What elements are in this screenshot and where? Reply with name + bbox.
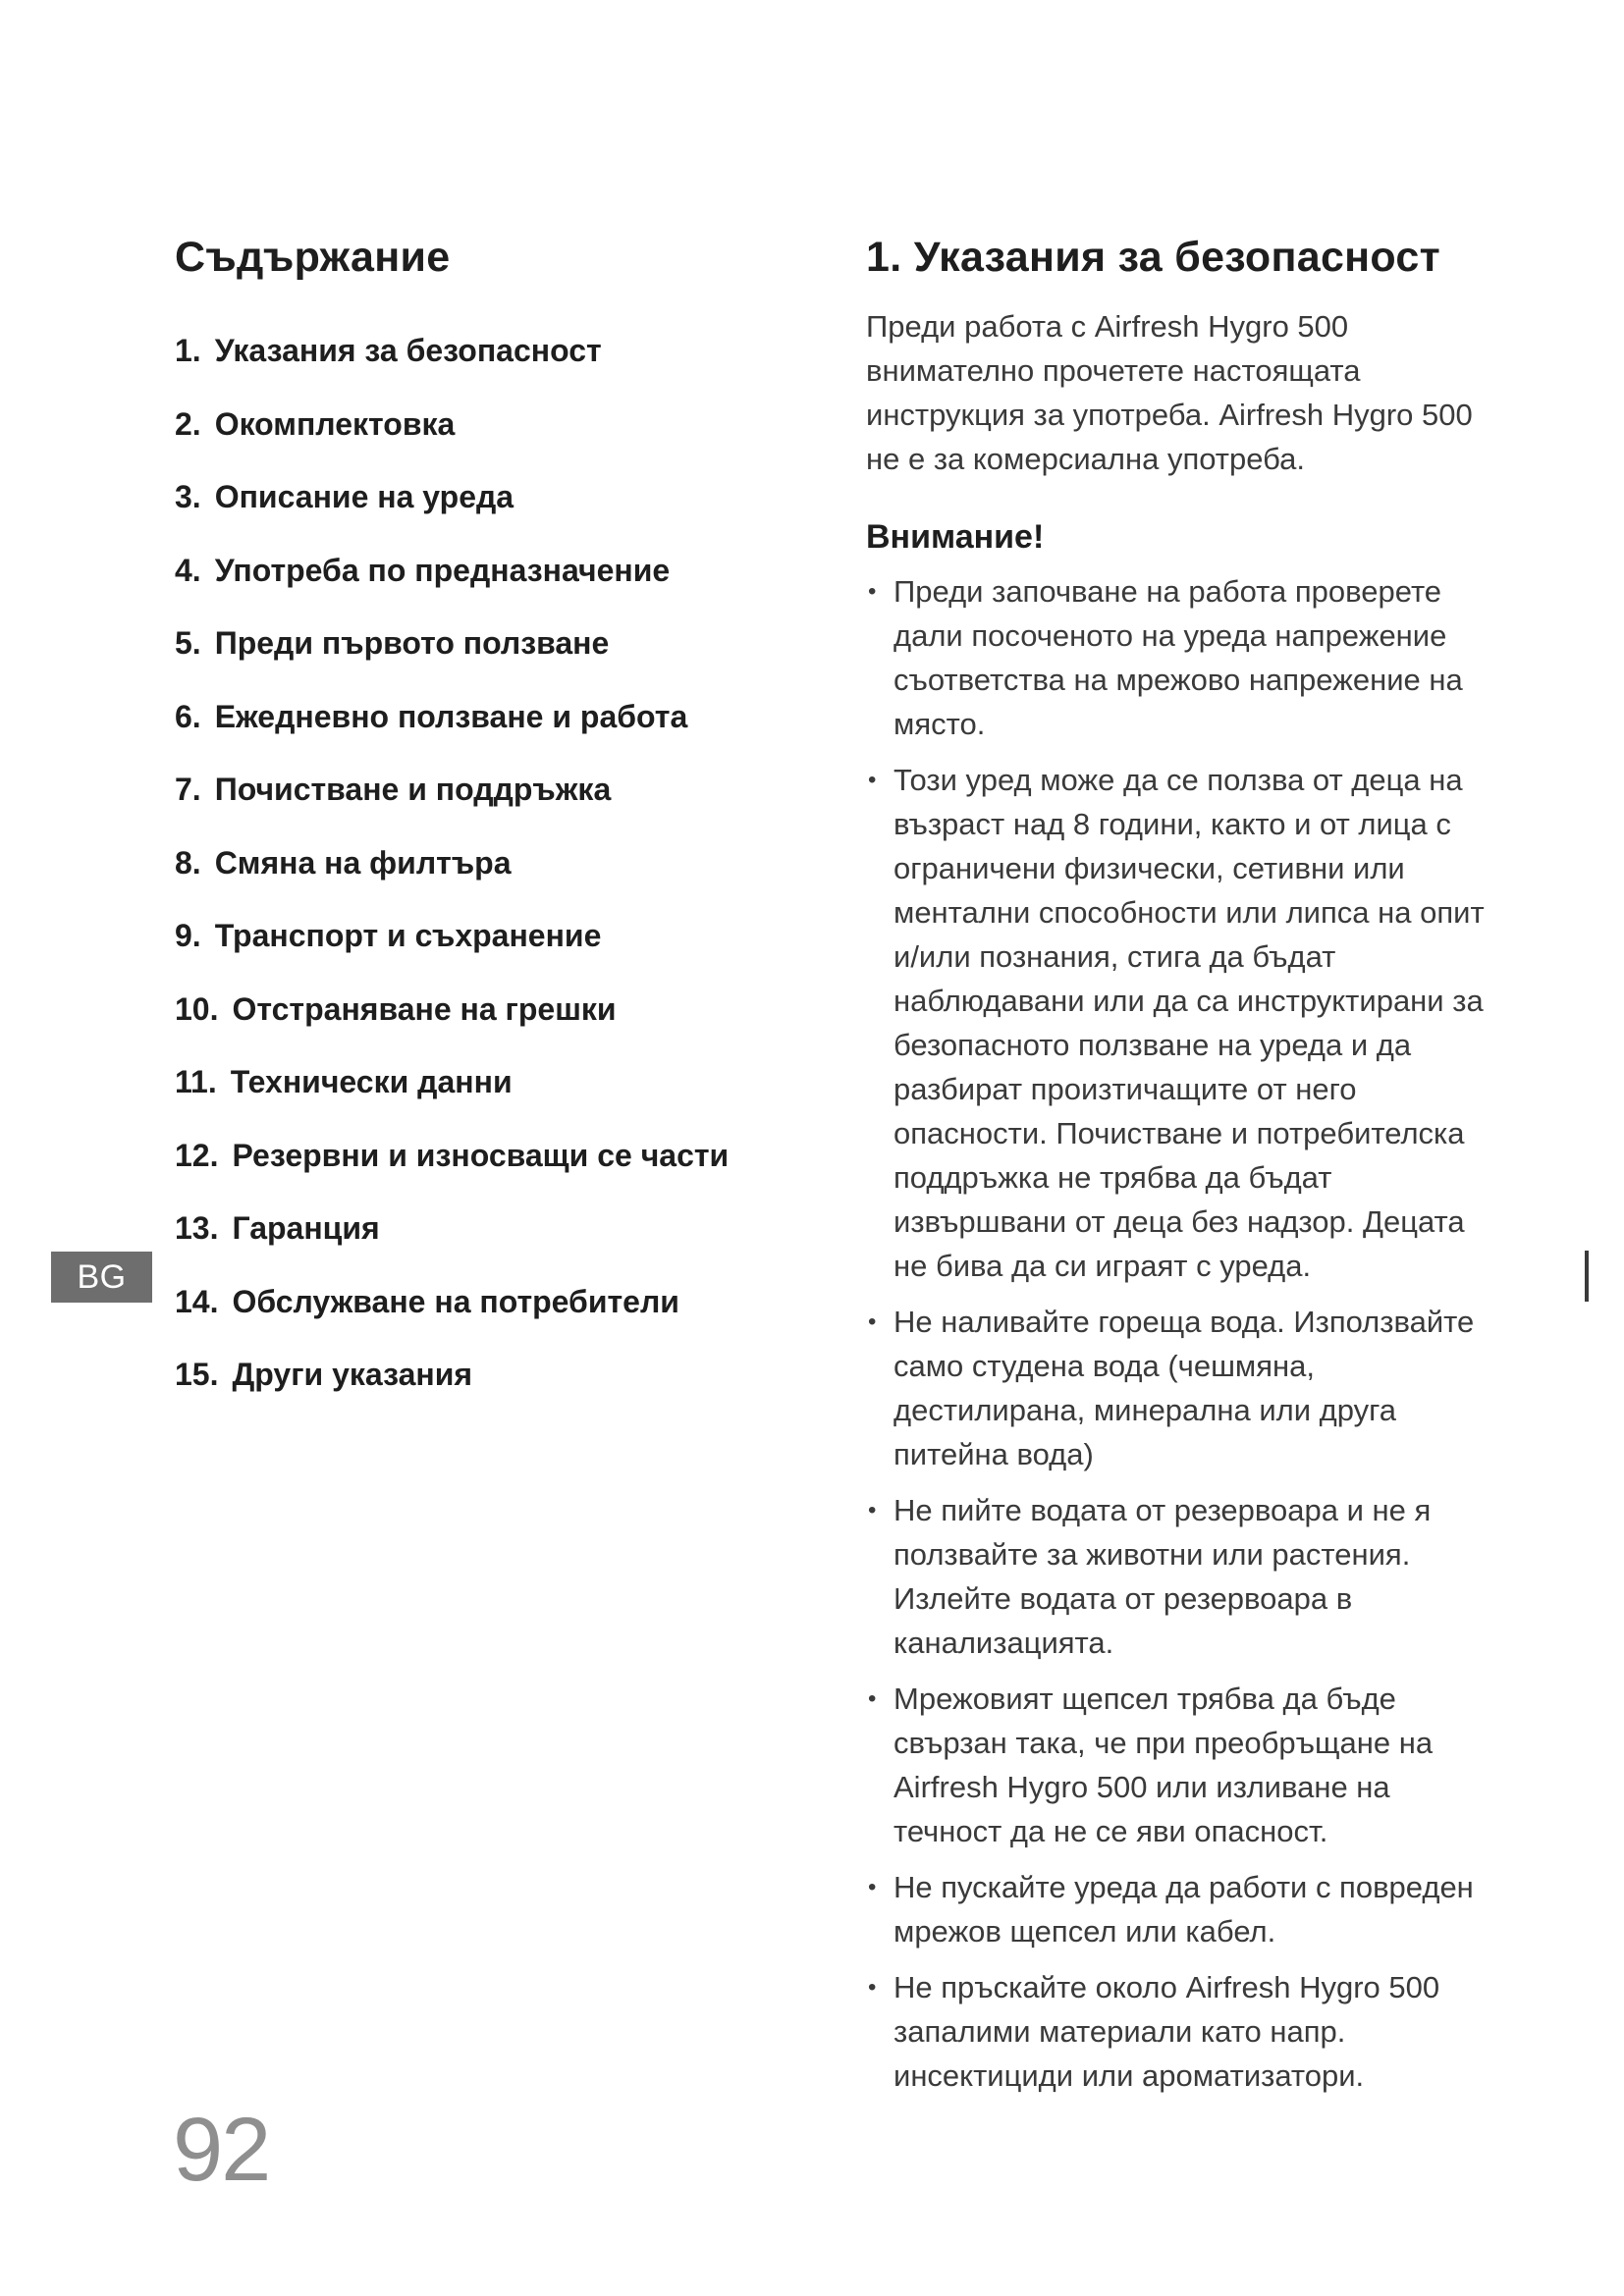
- toc-item-number: 15.: [175, 1357, 219, 1392]
- toc-item-label: Технически данни: [230, 1064, 513, 1099]
- margin-marker: [1585, 1251, 1589, 1302]
- toc-item-label: Гаранция: [232, 1210, 380, 1246]
- toc-item-number: 13.: [175, 1210, 219, 1246]
- toc-item-number: 11.: [175, 1064, 217, 1099]
- toc-item-number: 14.: [175, 1283, 219, 1319]
- toc-item: [175, 1062, 803, 1136]
- toc-item: [175, 1282, 803, 1356]
- toc-list: [175, 331, 803, 1428]
- toc-item-number: 7.: [175, 772, 201, 807]
- toc-item-number: 9.: [175, 918, 201, 953]
- toc-item-number: 1.: [175, 333, 201, 368]
- warning-item: • Преди започване на работа проверете дали посоченото на уреда напрежение съответства на мрежово напрежение на място.: [866, 569, 1504, 746]
- table-of-contents: [175, 228, 803, 1428]
- toc-item: [175, 916, 803, 989]
- toc-item: [175, 331, 803, 404]
- toc-item: [175, 623, 803, 697]
- toc-item-label: Ежедневно ползване и работа: [214, 698, 688, 734]
- intro-paragraph: Преди работа с Airfresh Hygro 500 внимателно прочетете настоящата инструкция за употреба. Airfresh Hygro 500 не е за комерсиална употреба.: [866, 309, 1473, 476]
- toc-item-number: 4.: [175, 552, 201, 588]
- warning-item: • Не пийте водата от резервоара и не я ползвайте за животни или растения. Излейте водата от резервоара в канализацията.: [866, 1488, 1504, 1665]
- toc-item-number: 3.: [175, 479, 201, 514]
- toc-item-number: 5.: [175, 625, 201, 661]
- toc-item: [175, 477, 803, 551]
- toc-item: [175, 1355, 803, 1428]
- section-title: 1. Указания за безопасност: [866, 234, 1441, 281]
- warning-item: • Не наливайте гореща вода. Използвайте само студена вода (чешмяна, дестилирана, минерална или друга питейна вода): [866, 1300, 1504, 1476]
- warning-item: • Не пръскайте около Airfresh Hygro 500 запалими материали като напр. инсектициди или ароматизатори.: [866, 1965, 1504, 2098]
- toc-item-label: Смяна на филтъра: [214, 844, 512, 881]
- toc-item-label: Транспорт и съхранение: [214, 918, 602, 953]
- toc-item-label: Окомплектовка: [214, 405, 456, 442]
- toc-item-number: 8.: [175, 844, 201, 881]
- warning-item: • Мрежовият щепсел трябва да бъде свързан така, че при преобръщане на Airfresh Hygro 500 или изливане на течност да не се яви опасност.: [866, 1677, 1504, 1853]
- toc-item-label: Почистване и поддръжка: [214, 772, 612, 807]
- toc-item: [175, 989, 803, 1063]
- safety-section: [866, 228, 1504, 2109]
- toc-item: [175, 843, 803, 917]
- language-tab: BG: [51, 1252, 152, 1303]
- toc-item-number: 6.: [175, 698, 201, 734]
- toc-item-label: Употреба по предназначение: [214, 552, 671, 588]
- toc-item: [175, 697, 803, 771]
- toc-item: [175, 770, 803, 843]
- warning-item: • Този уред може да се ползва от деца на възраст над 8 години, както и от лица с ограничени физически, сетивни или ментални способности или липса на опит и/или познания, стига да бъдат наблюдавани или да са инструктирани за безопасното ползване на уреда и да разбират произтичащите от него опасности. Почистване и потребителска поддръжка не трябва да бъдат извършвани от деца без надзор. Децата не бива да си играят с уреда.: [866, 758, 1504, 1288]
- toc-item-number: 2.: [175, 405, 201, 442]
- toc-item-label: Указания за безопасност: [214, 333, 602, 368]
- warning-item: • Не пускайте уреда да работи с повреден мрежов щепсел или кабел.: [866, 1865, 1504, 1953]
- toc-item: [175, 1136, 803, 1209]
- toc-title: Съдържание: [175, 234, 451, 281]
- toc-item-number: 12.: [175, 1137, 219, 1173]
- toc-item-number: 10.: [175, 990, 219, 1027]
- toc-item: [175, 1208, 803, 1282]
- toc-item-label: Отстраняване на грешки: [232, 990, 617, 1027]
- toc-item-label: Резервни и износващи се части: [232, 1137, 730, 1173]
- toc-item-label: Обслужване на потребители: [232, 1283, 679, 1319]
- toc-item-label: Описание на уреда: [214, 479, 514, 514]
- warning-list: [866, 569, 1504, 2098]
- toc-item-label: Преди първото ползване: [214, 625, 610, 661]
- toc-item-label: Други указания: [232, 1357, 473, 1392]
- toc-item: [175, 551, 803, 624]
- warning-heading: Внимание!: [866, 518, 1045, 556]
- page-number: 92: [173, 2100, 270, 2200]
- toc-item: [175, 404, 803, 478]
